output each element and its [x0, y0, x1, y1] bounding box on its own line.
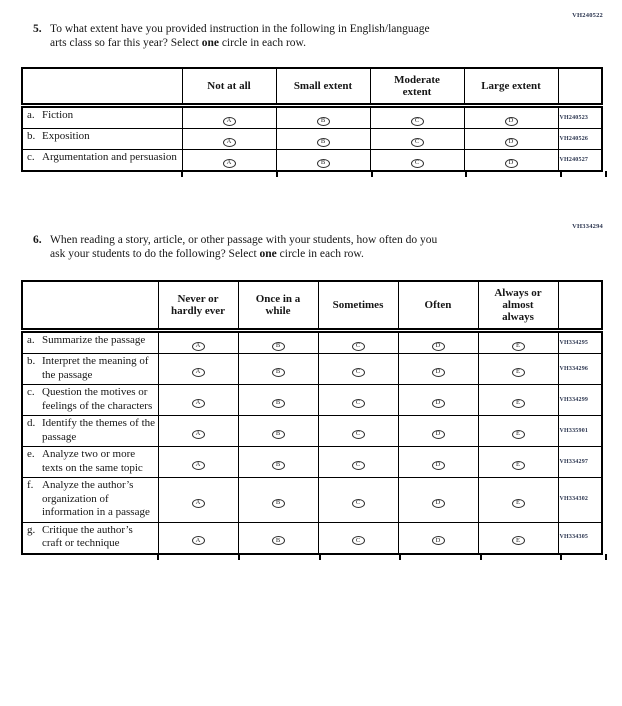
answer-bubble-a[interactable]: A — [192, 499, 205, 508]
answer-bubble-b[interactable]: B — [272, 399, 285, 408]
answer-bubble-e[interactable]: E — [512, 499, 525, 508]
row-letter: e. — [27, 448, 35, 460]
answer-cell — [182, 129, 276, 150]
answer-cell — [370, 150, 464, 172]
answer-cell — [318, 416, 398, 447]
answer-bubble-b[interactable]: B — [272, 342, 285, 351]
column-header: Moderate extent — [370, 68, 464, 106]
row-label — [22, 478, 158, 523]
table-row — [22, 416, 602, 447]
answer-cell — [398, 354, 478, 385]
answer-bubble-d[interactable]: D — [505, 138, 518, 147]
question-5-line2-end: circle in each row. — [218, 36, 306, 49]
question-6-border-stubs — [21, 555, 603, 561]
question-5-line1: To what extent have you provided instruction in the following in English/language — [50, 23, 430, 35]
answer-bubble-d[interactable]: D — [432, 430, 445, 439]
answer-cell — [398, 416, 478, 447]
question-5-text — [50, 23, 430, 50]
row-letter: c. — [27, 386, 35, 398]
answer-cell — [158, 447, 238, 478]
answer-cell — [318, 331, 398, 354]
answer-cell — [276, 106, 370, 129]
row-code: VH334295 — [558, 331, 602, 354]
answer-cell — [478, 354, 558, 385]
row-label-text: Fiction — [42, 109, 74, 121]
question-6-text — [50, 234, 437, 261]
answer-cell — [158, 478, 238, 523]
question-6-response-table — [21, 280, 603, 555]
answer-bubble-a[interactable]: A — [223, 159, 236, 168]
row-label — [22, 354, 158, 385]
row-letter: b. — [27, 130, 36, 142]
answer-bubble-b[interactable]: B — [272, 499, 285, 508]
row-label — [22, 447, 158, 478]
answer-bubble-c[interactable]: C — [411, 138, 424, 147]
question-6-line2-end: circle in each row. — [276, 247, 364, 260]
row-label — [22, 331, 158, 354]
question-6 — [33, 234, 558, 261]
answer-cell — [238, 416, 318, 447]
row-letter: a. — [27, 334, 35, 346]
row-label-text: Identify the themes of the passage — [42, 417, 156, 443]
row-label — [22, 385, 158, 416]
code-column-header — [558, 281, 602, 331]
answer-cell — [398, 385, 478, 416]
table-border-stub — [371, 171, 373, 177]
answer-bubble-c[interactable]: C — [352, 499, 365, 508]
answer-bubble-e[interactable]: E — [512, 430, 525, 439]
row-letter: g. — [27, 523, 36, 536]
question-5-number: 5. — [33, 23, 42, 35]
row-letter: a. — [27, 109, 35, 121]
table-row — [22, 129, 602, 150]
row-label — [22, 522, 158, 554]
answer-bubble-d[interactable]: D — [505, 159, 518, 168]
question-6-margin-code: VH334294 — [572, 223, 603, 230]
table-border-stub — [560, 554, 562, 560]
column-header: Not at all — [182, 68, 276, 106]
answer-cell — [238, 522, 318, 554]
answer-bubble-e[interactable]: E — [512, 461, 525, 470]
row-label-text: Argumentation and persuasion — [42, 151, 177, 163]
answer-cell — [318, 385, 398, 416]
row-label-text: Interpret the meaning of the passage — [42, 355, 149, 381]
table-border-stub — [605, 554, 607, 560]
answer-bubble-d[interactable]: D — [432, 461, 445, 470]
answer-cell — [318, 478, 398, 523]
answer-cell — [158, 522, 238, 554]
answer-bubble-d[interactable]: D — [432, 536, 445, 545]
table-row — [22, 447, 602, 478]
question-5-line2: arts class so far this year? Select — [50, 36, 202, 49]
question-5-border-stubs — [21, 172, 603, 178]
answer-cell — [238, 385, 318, 416]
answer-cell — [478, 447, 558, 478]
question-6-number: 6. — [33, 234, 42, 246]
answer-cell — [478, 478, 558, 523]
answer-cell — [478, 522, 558, 554]
row-letter: c. — [27, 151, 35, 163]
table-row — [22, 385, 602, 416]
question-6-line2: ask your students to do the following? Select — [50, 247, 260, 260]
answer-bubble-b[interactable]: B — [272, 536, 285, 545]
table-border-stub — [319, 554, 321, 560]
answer-bubble-d[interactable]: D — [432, 342, 445, 351]
row-code: VH335901 — [558, 416, 602, 447]
row-label-text: Question the motives or feelings of the characters — [42, 386, 153, 412]
answer-bubble-d[interactable]: D — [432, 368, 445, 377]
answer-cell — [370, 129, 464, 150]
answer-bubble-a[interactable]: A — [192, 399, 205, 408]
table-row — [22, 522, 602, 554]
answer-bubble-e[interactable]: E — [512, 399, 525, 408]
column-header: Large extent — [464, 68, 558, 106]
table-border-stub — [605, 171, 607, 177]
row-label-text: Critique the author’s craft or technique — [42, 523, 133, 549]
answer-bubble-a[interactable]: A — [192, 536, 205, 545]
column-header: Often — [398, 281, 478, 331]
answer-cell — [276, 129, 370, 150]
answer-cell — [398, 447, 478, 478]
answer-bubble-a[interactable]: A — [192, 461, 205, 470]
answer-cell — [478, 331, 558, 354]
answer-bubble-e[interactable]: E — [512, 536, 525, 545]
answer-bubble-c[interactable]: C — [352, 342, 365, 351]
answer-bubble-a[interactable]: A — [223, 138, 236, 147]
table-border-stub — [276, 171, 278, 177]
row-code: VH240527 — [558, 150, 602, 172]
question-5-bold-word: one — [201, 36, 219, 49]
answer-cell — [158, 331, 238, 354]
row-label-text: Exposition — [42, 130, 90, 142]
answer-bubble-e[interactable]: E — [512, 368, 525, 377]
answer-bubble-b[interactable]: B — [272, 461, 285, 470]
column-header: Always or almost always — [478, 281, 558, 331]
answer-cell — [158, 416, 238, 447]
column-header: Sometimes — [318, 281, 398, 331]
table-border-stub — [399, 554, 401, 560]
question-6-table-area — [21, 280, 603, 561]
row-code: VH334299 — [558, 385, 602, 416]
answer-cell — [478, 385, 558, 416]
answer-bubble-a[interactable]: A — [192, 368, 205, 377]
column-header: Small extent — [276, 68, 370, 106]
answer-cell — [238, 331, 318, 354]
answer-bubble-a[interactable]: A — [223, 117, 236, 126]
answer-cell — [478, 416, 558, 447]
answer-bubble-b[interactable]: B — [317, 159, 330, 168]
code-column-header — [558, 68, 602, 106]
row-label — [22, 106, 182, 129]
answer-bubble-d[interactable]: D — [432, 499, 445, 508]
answer-bubble-c[interactable]: C — [352, 368, 365, 377]
table-border-stub — [480, 554, 482, 560]
answer-cell — [464, 106, 558, 129]
answer-bubble-b[interactable]: B — [272, 430, 285, 439]
row-letter: f. — [27, 479, 34, 491]
question-5-response-table — [21, 67, 603, 172]
item-column-header — [22, 281, 158, 331]
question-6-line1: When reading a story, article, or other passage with your students, how often do you — [50, 234, 438, 246]
answer-bubble-c[interactable]: C — [352, 461, 365, 470]
row-label-text: Summarize the passage — [42, 334, 146, 346]
row-label — [22, 129, 182, 150]
answer-cell — [238, 478, 318, 523]
table-row — [22, 478, 602, 523]
question-5 — [33, 23, 558, 50]
answer-bubble-b[interactable]: B — [317, 117, 330, 126]
table-row — [22, 150, 602, 172]
answer-bubble-b[interactable]: B — [272, 368, 285, 377]
answer-cell — [398, 522, 478, 554]
answer-cell — [158, 354, 238, 385]
row-code: VH334297 — [558, 447, 602, 478]
answer-cell — [398, 478, 478, 523]
answer-bubble-c[interactable]: C — [411, 117, 424, 126]
answer-cell — [318, 447, 398, 478]
answer-cell — [370, 106, 464, 129]
answer-cell — [158, 385, 238, 416]
answer-cell — [318, 354, 398, 385]
answer-bubble-c[interactable]: C — [352, 399, 365, 408]
column-header: Never or hardly ever — [158, 281, 238, 331]
table-row — [22, 331, 602, 354]
answer-cell — [398, 331, 478, 354]
row-code: VH240526 — [558, 129, 602, 150]
answer-cell — [464, 129, 558, 150]
row-code: VH334302 — [558, 478, 602, 523]
table-border-stub — [157, 554, 159, 560]
table-border-stub — [181, 171, 183, 177]
column-header: Once in a while — [238, 281, 318, 331]
row-label-text: Analyze the author’s organization of information in a passage — [42, 479, 150, 518]
row-code: VH240523 — [558, 106, 602, 129]
table-border-stub — [465, 171, 467, 177]
table-border-stub — [238, 554, 240, 560]
answer-cell — [464, 150, 558, 172]
answer-bubble-c[interactable]: C — [352, 430, 365, 439]
answer-cell — [182, 150, 276, 172]
question-6-bold-word: one — [259, 247, 277, 260]
row-letter: b. — [27, 355, 36, 367]
answer-bubble-c[interactable]: C — [411, 159, 424, 168]
answer-bubble-a[interactable]: A — [192, 430, 205, 439]
row-code: VH334305 — [558, 522, 602, 554]
row-label-text: Analyze two or more texts on the same topic — [42, 448, 143, 474]
header-row — [22, 68, 602, 106]
row-label — [22, 416, 158, 447]
row-letter: d. — [27, 417, 36, 429]
answer-bubble-d[interactable]: D — [432, 399, 445, 408]
answer-cell — [238, 354, 318, 385]
answer-bubble-b[interactable]: B — [317, 138, 330, 147]
row-label — [22, 150, 182, 172]
header-row — [22, 281, 602, 331]
question-5-margin-code: VH240522 — [572, 12, 603, 19]
answer-bubble-a[interactable]: A — [192, 342, 205, 351]
table-row — [22, 354, 602, 385]
answer-bubble-c[interactable]: C — [352, 536, 365, 545]
answer-cell — [276, 150, 370, 172]
question-5-table-area — [21, 67, 603, 178]
answer-cell — [318, 522, 398, 554]
answer-cell — [238, 447, 318, 478]
answer-cell — [182, 106, 276, 129]
row-code: VH334296 — [558, 354, 602, 385]
table-row — [22, 106, 602, 129]
answer-bubble-d[interactable]: D — [505, 117, 518, 126]
answer-bubble-e[interactable]: E — [512, 342, 525, 351]
table-border-stub — [560, 171, 562, 177]
item-column-header — [22, 68, 182, 106]
